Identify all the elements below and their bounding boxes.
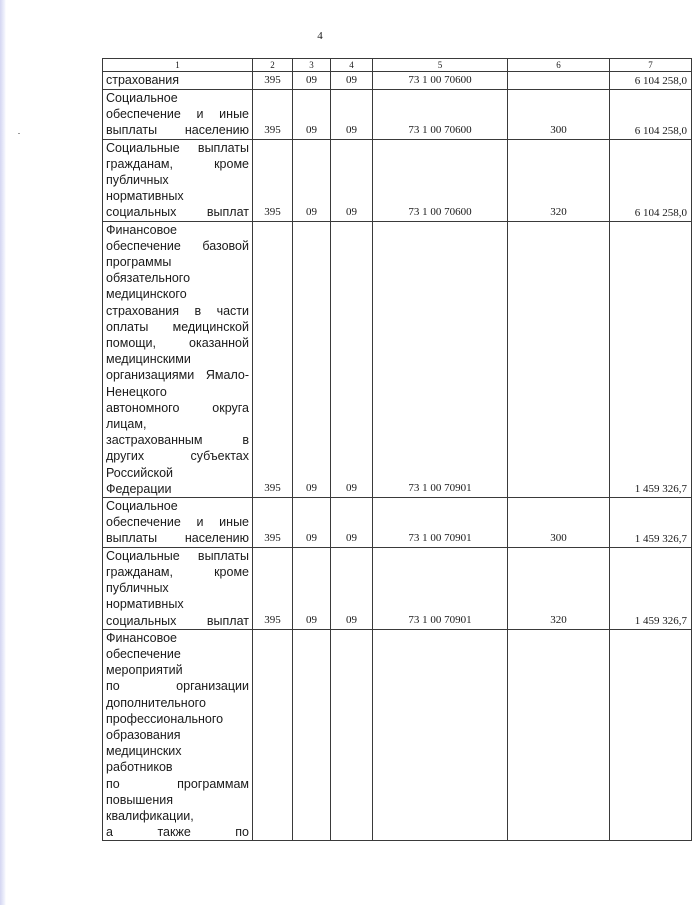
item-name-line: медицинских	[106, 744, 182, 759]
column-number: 1	[103, 59, 253, 72]
expense-type-code	[508, 72, 610, 90]
item-code: 09	[331, 72, 373, 90]
section-code: 395	[253, 139, 293, 221]
item-name	[103, 139, 253, 221]
item-name-line: страхования	[106, 73, 180, 87]
item-name-line: нормативных	[106, 597, 184, 612]
item-name-line: социальных выплат	[106, 613, 249, 628]
item-name-line: лицам,	[106, 417, 147, 432]
item-name	[103, 221, 253, 497]
column-number: 5	[373, 59, 508, 72]
item-name-line: обязательного	[106, 271, 191, 286]
item-name-line: обеспечение и иные	[106, 107, 249, 122]
item-code: 09	[331, 547, 373, 629]
item-name	[103, 498, 253, 548]
target-article-code: 73 1 00 70901	[373, 547, 508, 629]
table-row	[103, 547, 692, 629]
amount: 6 104 258,0	[610, 90, 692, 140]
column-number: 4	[331, 59, 373, 72]
item-name-line: автономного округа	[106, 400, 249, 415]
table-row	[103, 221, 692, 497]
item-name-line: выплаты населению	[106, 531, 249, 546]
item-code: 09	[331, 221, 373, 497]
subsection-code: 09	[293, 221, 331, 497]
item-name-line: образования	[106, 727, 181, 742]
item-code: 09	[331, 90, 373, 140]
item-name-line: Социальное	[106, 91, 178, 105]
section-code	[253, 629, 293, 841]
item-code: 09	[331, 139, 373, 221]
budget-table	[102, 58, 692, 841]
expense-type-code: 320	[508, 547, 610, 629]
expense-type-code	[508, 629, 610, 841]
item-name-line: публичных	[106, 173, 169, 188]
target-article-code: 73 1 00 70600	[373, 139, 508, 221]
item-name-line: застрахованным в	[106, 433, 249, 448]
item-name-line: публичных	[106, 581, 169, 596]
item-name-line: Российской	[106, 465, 173, 480]
item-name-line: обеспечение и иные	[106, 515, 249, 530]
target-article-code: 73 1 00 70901	[373, 221, 508, 497]
item-name-line: организациями Ямало-	[106, 368, 249, 383]
section-code: 395	[253, 90, 293, 140]
item-name-line: квалификации,	[106, 808, 194, 823]
item-name-line: Социальные выплаты	[106, 548, 249, 563]
subsection-code: 09	[293, 90, 331, 140]
item-name-line: медицинскими	[106, 352, 191, 367]
item-name-line: повышения	[106, 792, 173, 807]
expense-type-code: 300	[508, 498, 610, 548]
item-name-line: программы	[106, 255, 172, 270]
scan-speck	[18, 133, 20, 134]
item-name-line: Финансовое	[106, 630, 177, 645]
item-name-line: Социальные выплаты	[106, 140, 249, 155]
item-name-line: других субъектах	[106, 449, 249, 464]
column-number: 6	[508, 59, 610, 72]
item-name-line: а также по	[106, 825, 249, 840]
amount: 1 459 326,7	[610, 498, 692, 548]
target-article-code: 73 1 00 70600	[373, 90, 508, 140]
item-name-line: Ненецкого	[106, 384, 167, 399]
column-number-row	[103, 59, 692, 72]
item-name-line: нормативных	[106, 189, 184, 204]
item-name	[103, 72, 253, 90]
table-row	[103, 90, 692, 140]
item-name-line: мероприятий	[106, 663, 183, 678]
subsection-code: 09	[293, 72, 331, 90]
target-article-code: 73 1 00 70600	[373, 72, 508, 90]
amount: 6 104 258,0	[610, 72, 692, 90]
budget-table-body	[103, 59, 692, 841]
page-number: 4	[317, 30, 323, 42]
target-article-code	[373, 629, 508, 841]
table-row	[103, 629, 692, 841]
item-name-line: Финансовое	[106, 222, 177, 237]
expense-type-code: 300	[508, 90, 610, 140]
item-code	[331, 629, 373, 841]
item-name	[103, 547, 253, 629]
column-number: 3	[293, 59, 331, 72]
column-number: 7	[610, 59, 692, 72]
subsection-code	[293, 629, 331, 841]
table-row	[103, 139, 692, 221]
item-name-line: страхования в части	[106, 303, 249, 318]
amount	[610, 629, 692, 841]
amount: 1 459 326,7	[610, 221, 692, 497]
amount: 1 459 326,7	[610, 547, 692, 629]
section-code: 395	[253, 221, 293, 497]
item-name-line: работников	[106, 760, 173, 775]
item-name	[103, 629, 253, 841]
item-code: 09	[331, 498, 373, 548]
item-name-line: медицинского	[106, 287, 187, 302]
column-number: 2	[253, 59, 293, 72]
item-name-line: по организации	[106, 679, 249, 694]
subsection-code: 09	[293, 139, 331, 221]
expense-type-code	[508, 221, 610, 497]
item-name	[103, 90, 253, 140]
section-code: 395	[253, 72, 293, 90]
item-name-line: по программам	[106, 776, 249, 791]
item-name-line: дополнительного	[106, 695, 206, 710]
target-article-code: 73 1 00 70901	[373, 498, 508, 548]
item-name-line: гражданам, кроме	[106, 156, 249, 171]
section-code: 395	[253, 498, 293, 548]
item-name-line: обеспечение	[106, 646, 181, 661]
item-name-line: гражданам, кроме	[106, 564, 249, 579]
item-name-line: профессионального	[106, 711, 224, 726]
item-name-line: Социальное	[106, 499, 178, 514]
section-code: 395	[253, 547, 293, 629]
item-name-line: Федерации	[106, 481, 172, 496]
item-name-line: оплаты медицинской	[106, 319, 249, 334]
expense-type-code: 320	[508, 139, 610, 221]
item-name-line: помощи, оказанной	[106, 336, 249, 351]
table-row	[103, 72, 692, 90]
amount: 6 104 258,0	[610, 139, 692, 221]
scan-left-edge	[0, 0, 6, 905]
subsection-code: 09	[293, 547, 331, 629]
item-name-line: выплаты населению	[106, 123, 249, 138]
table-row	[103, 498, 692, 548]
subsection-code: 09	[293, 498, 331, 548]
item-name-line: обеспечение базовой	[106, 238, 249, 253]
item-name-line: социальных выплат	[106, 205, 249, 220]
